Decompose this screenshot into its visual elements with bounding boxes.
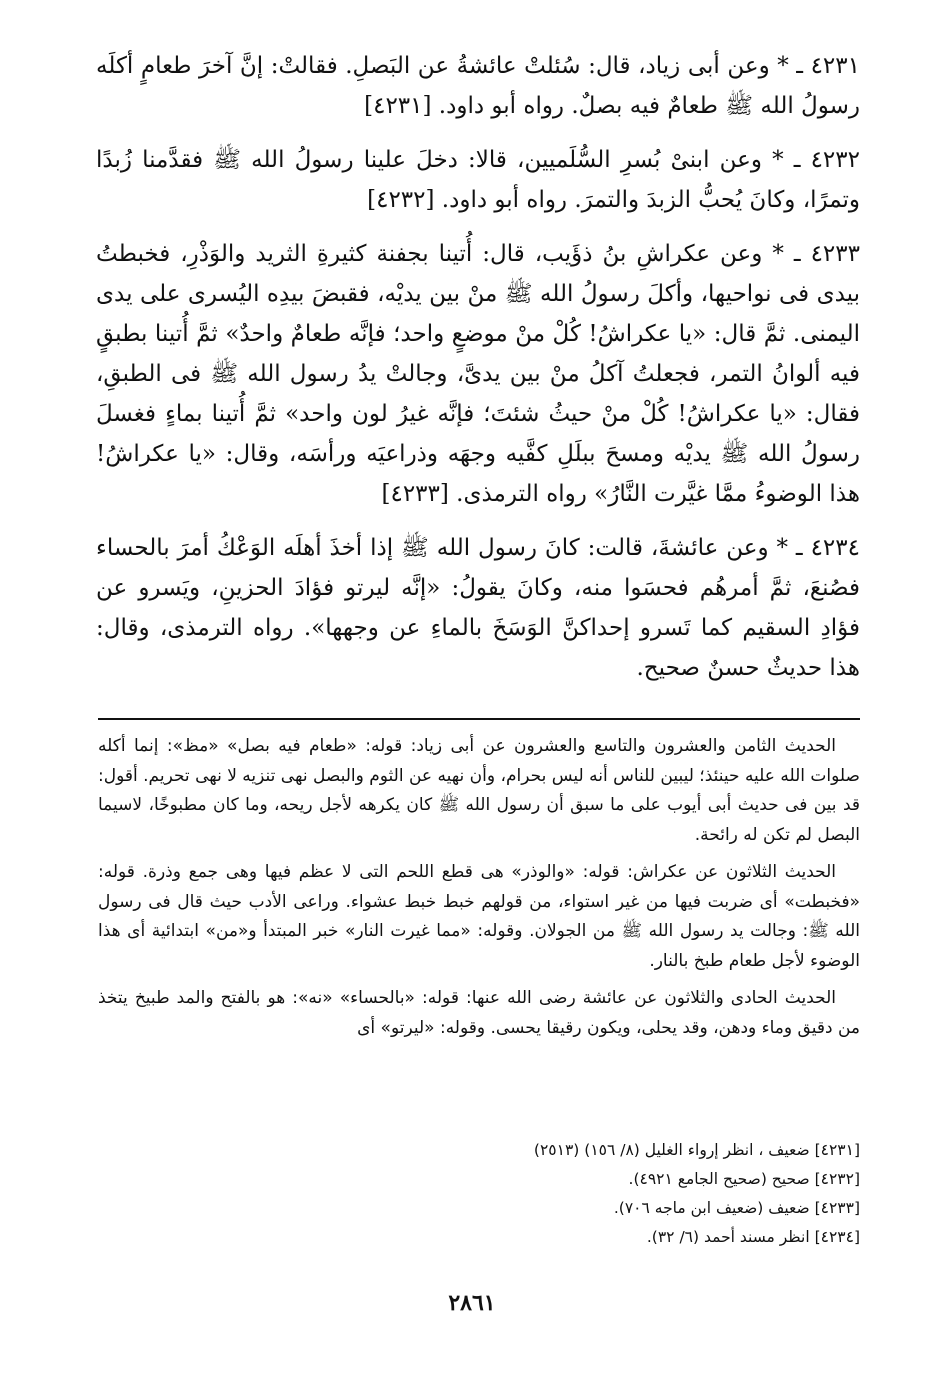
commentary-section (98, 732, 860, 1051)
commentary-paragraph: الحديث الثلاثون عن عكراش: قوله: «والوذر» هى قطع اللحم التى لا عظم فيها وهى جمع وذرة. قوله: «فخبطت» أى ضربت فيها من غير استواء، من قولهم خبط خبط عشواء. وراعى الأدب حيث قال فى رسول الله ﷺ: وجالت يد رسول الله ﷺ من الجولان. وقوله: «مما غيرت النار» خبر المبتدأ و«من» ابتدائية أى هذا الوضوء لأجل طعام طبخ بالنار. (98, 862, 860, 971)
hadith-paragraph: ٤٢٣٢ ـ * وعن ابنىْ بُسرِ السُّلَميين، قالا: دخلَ علينا رسولُ الله ﷺ فقدَّمنا زُبدًا وتمرًا، وكانَ يُحبُّ الزبدَ والتمرَ. رواه أبو داود. [٤٢٣٢] (96, 147, 860, 213)
reference-item: [٤٢٣١] ضعيف ، انظر إرواء الغليل (٨/ ١٥٦) (٢٥١٣) (533, 1141, 860, 1159)
hadith-paragraph: ٤٢٣١ ـ * وعن أبى زياد، قال: سُئلتْ عائشةُ عن البَصلِ. فقالتْ: إنَّ آخرَ طعامٍ أكلَه رسولُ الله ﷺ طعامٌ فيه بصلٌ. رواه أبو داود. [٤٢٣١] (96, 53, 860, 119)
references-list (300, 1136, 860, 1252)
reference-item: [٤٢٣٢] صحيح (صحيح الجامع ٤٩٢١). (628, 1170, 860, 1188)
reference-item: [٤٢٣٣] ضعيف (ضعيف ابن ماجه ٧٠٦). (613, 1199, 860, 1217)
hadith-paragraph: ٤٢٣٣ ـ * وعن عكراشِ بنُ ذؤَيب، قال: أُتينا بجفنة كثيرةِ الثريد والوَذْرِ، فخبطتُ بيدى فى نواحيها، وأكلَ رسولُ الله ﷺ منْ بين يديْه، فقبضَ بيدِه اليُسرى على يدى اليمنى. ثمَّ قال: «يا عكراشُ! كُلْ منْ موضعٍ واحد؛ فإنَّه طعامٌ واحدٌ» ثمَّ أُتينا بطبقٍ فيه ألوانُ التمر، فجعلتُ آكلُ منْ بين يدىَّ، وجالتْ يدُ رسول الله ﷺ فى الطبقِ، فقال: «يا عكراشُ! كُلْ منْ حيثُ شئتَ؛ فإنَّه غيرُ لون واحد» ثمَّ أُتينا بماءٍ فغسلَ رسولُ الله ﷺ يديْه ومسحَ ببلَلِ كفَّيه وجهَه وذراعيَه ورأسَه، وقال: «يا عكراشُ! هذا الوضوءُ ممَّا غيَّرت النَّارُ» رواه الترمذى. [٤٢٣٣] (96, 241, 860, 507)
commentary-paragraph: الحديث الحادى والثلاثون عن عائشة رضى الله عنها: قوله: «بالحساء» «نه»: هو بالفتح والمد طبيخ يتخذ من دقيق وماء ودهن، وقد يحلى، ويكون رقيقا يحسى. وقوله: «ليرتو» أى (98, 988, 860, 1038)
commentary-paragraph: الحديث الثامن والعشرون والتاسع والعشرون عن أبى زياد: قوله: «طعام فيه بصل» «مظ»: إنما أكله صلوات الله عليه حينئذ؛ ليبين للناس أنه ليس بحرام، وأن نهيه عن الثوم والبصل نهى تنزيه لا نهى تحريم. أقول: قد بين فى حديث أبى أيوب على ما سبق أن رسول الله ﷺ كان يكرهه لأجل ريحه، وما كان مطبوخًا، لاسيما البصل لم تكن له رائحة. (98, 736, 860, 845)
section-divider (98, 718, 860, 720)
hadith-paragraph: ٤٢٣٤ ـ * وعن عائشةَ، قالت: كانَ رسول الله ﷺ إذا أخذَ أهلَه الوَعْكُ أمرَ بالحساء فصُنعَ، ثمَّ أمرهُم فحسَوا منه، وكانَ يقولُ: «إنَّه ليرتو فؤادَ الحزينِ، ويَسرو عن فؤادِ السقيم كما تَسرو إحداكنَّ الوَسَخَ بالماءِ عن وجهها». رواه الترمذى، وقال: هذا حديثٌ حسنٌ صحيح. (96, 535, 860, 681)
hadith-section (96, 46, 860, 702)
reference-item: [٤٢٣٤] انظر مسند أحمد (٦/ ٣٢). (646, 1228, 860, 1246)
page-number: ٢٨٦١ (448, 1290, 496, 1316)
